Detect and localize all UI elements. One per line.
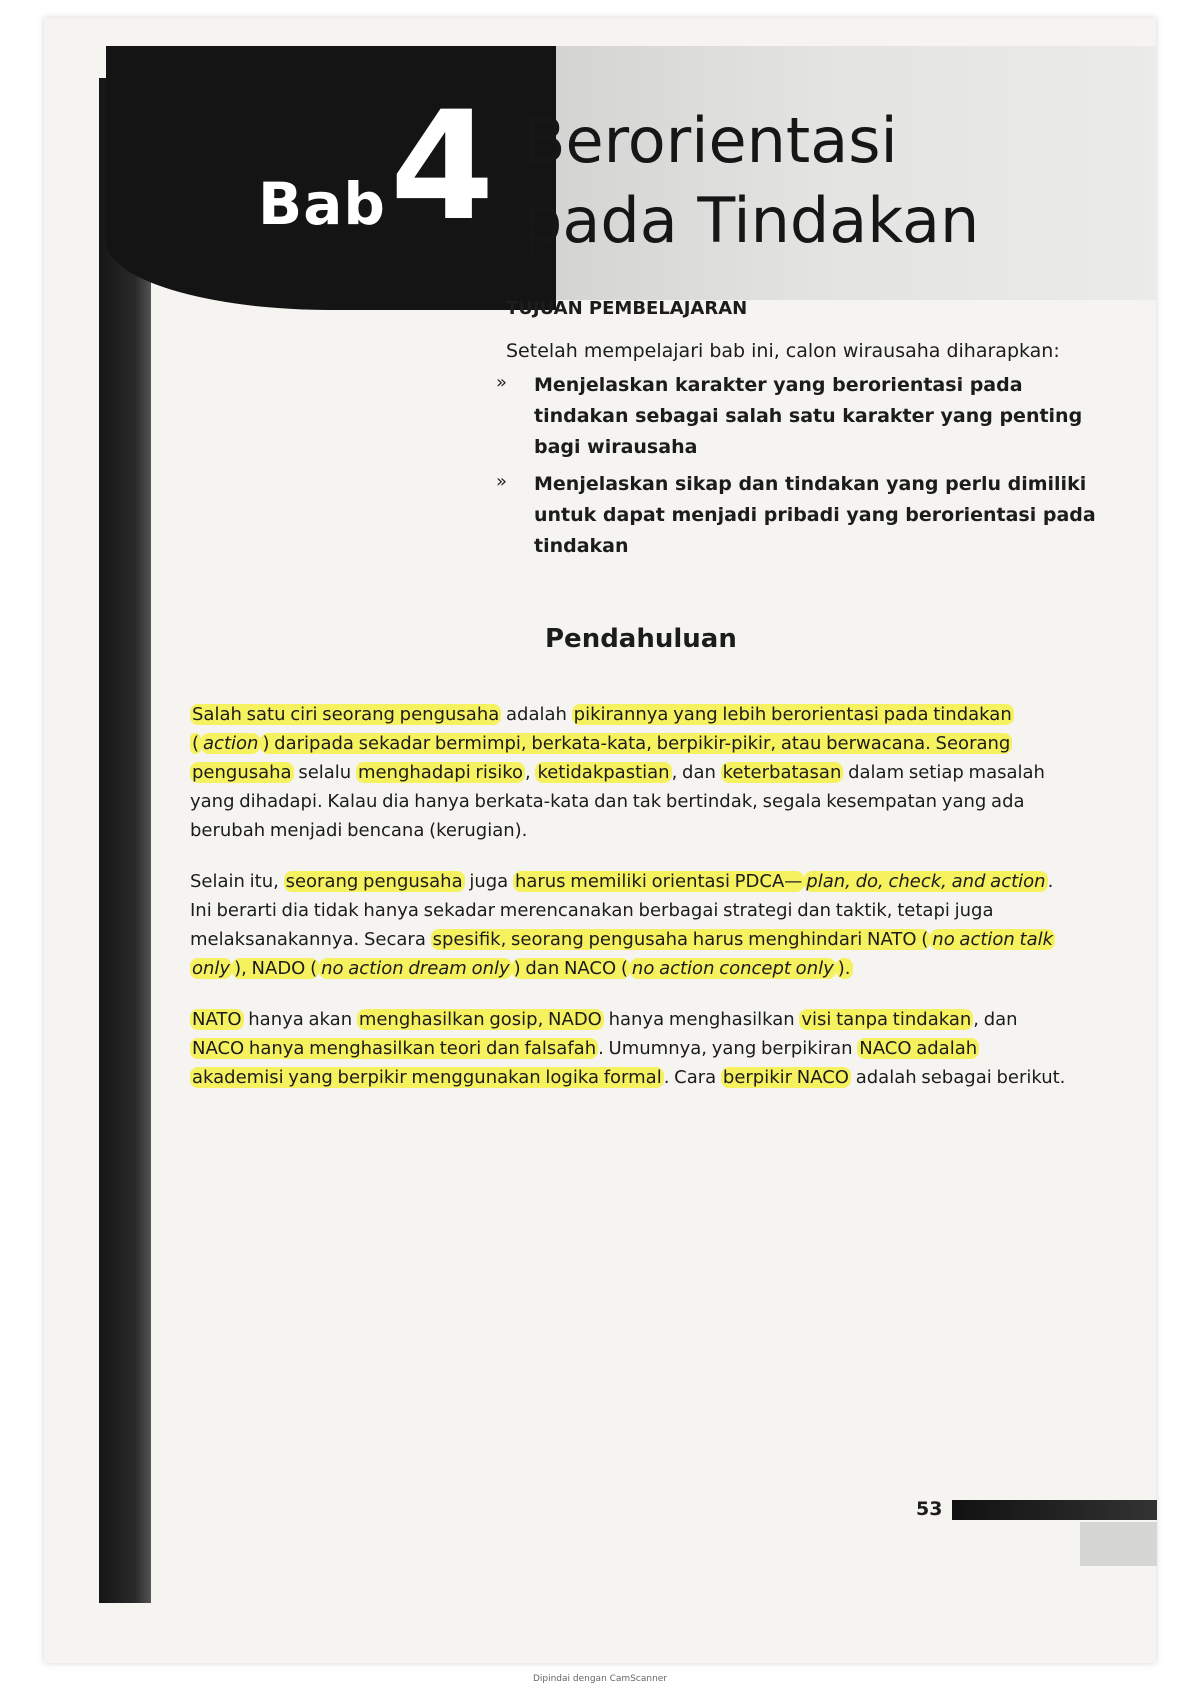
paragraph (190, 867, 1070, 983)
text-run: , dan (671, 762, 721, 783)
footer-bar (952, 1500, 1157, 1520)
text-run: hanya menghasilkan (603, 1009, 800, 1030)
scanner-watermark: Dipindai dengan CamScanner (532, 1674, 668, 1684)
objective-item (496, 370, 1096, 463)
highlighted-text: menghasilkan gosip, NADO (358, 1009, 602, 1030)
highlighted-text: NACO adalah akademisi yang berpikir menggunakan logika formal (192, 1038, 978, 1088)
highlighted-text: no action talk only (192, 929, 1054, 979)
text-run: Selain itu, (190, 871, 284, 892)
section-heading: Pendahuluan (545, 624, 737, 654)
footer-shade (1080, 1522, 1157, 1566)
highlighted-text: harus memiliki orientasi PDCA— (514, 871, 803, 892)
highlighted-text: pikirannya yang lebih berorientasi pada tindakan ( (192, 704, 1012, 754)
highlighted-text: action (203, 733, 259, 754)
highlighted-text: NATO (192, 1009, 242, 1030)
highlighted-text: ), NADO ( (234, 958, 318, 979)
highlighted-text: ). (837, 958, 851, 979)
page-binding-strip (99, 78, 151, 1603)
highlighted-text: berpikir NACO (722, 1067, 849, 1088)
objective-text: Menjelaskan sikap dan tindakan yang perlu dimiliki untuk dapat menjadi pribadi yang berorientasi pada tindakan (534, 473, 1096, 557)
highlighted-text: ) daripada sekadar bermimpi, berkata-kata, berpikir-pikir, atau berwacana. Seorang pengusaha (192, 733, 1011, 783)
bullet-marker: » (496, 372, 508, 393)
highlighted-text: plan, do, check, and action (806, 871, 1046, 892)
objectives-heading: TUJUAN PEMBELAJARAN (506, 298, 748, 319)
text-run: . Cara (663, 1067, 721, 1088)
highlighted-text: NACO hanya menghasilkan teori dan falsafah (192, 1038, 597, 1059)
text-run: , dan (973, 1009, 1018, 1030)
text-run: juga (464, 871, 513, 892)
chapter-title-line-1: Berorientasi (523, 104, 898, 177)
highlighted-text: visi tanpa tindakan (801, 1009, 972, 1030)
chapter-number: 4 (390, 80, 495, 254)
objective-text: Menjelaskan karakter yang berorientasi pada tindakan sebagai salah satu karakter yang penting bagi wirausaha (534, 374, 1083, 458)
bullet-marker: » (496, 471, 508, 492)
paragraph (190, 700, 1070, 845)
highlighted-text: seorang pengusaha (285, 871, 463, 892)
text-run: . Ini berarti dia tidak hanya sekadar merencanakan berbagai strategi dan taktik, tetapi juga melaksanakannya. Secara (190, 871, 1054, 950)
text-run: adalah sebagai berikut. (850, 1067, 1066, 1088)
highlighted-text: keterbatasan (722, 762, 842, 783)
text-run: . Umumnya, yang berpikiran (598, 1038, 858, 1059)
text-run: adalah (501, 704, 572, 725)
highlighted-text: Salah satu ciri seorang pengusaha (192, 704, 500, 725)
body-text (190, 700, 1070, 1114)
highlighted-text: ) dan NACO ( (513, 958, 628, 979)
highlighted-text: ketidakpastian (537, 762, 670, 783)
chapter-label: Bab (258, 170, 386, 238)
highlighted-text: no action dream only (321, 958, 510, 979)
highlighted-text: menghadapi risiko (357, 762, 523, 783)
text-run: dalam setiap masalah yang dihadapi. Kalau dia hanya berkata-kata dan tak bertindak, segala kesempatan yang ada berubah menjadi bencana (kerugian). (190, 762, 1045, 841)
objective-item (496, 469, 1096, 562)
objectives-list (496, 370, 1096, 568)
highlighted-text: spesifik, seorang pengusaha harus menghindari NATO ( (432, 929, 929, 950)
text-run: hanya akan (243, 1009, 357, 1030)
page-number: 53 (916, 1498, 943, 1520)
paragraph (190, 1005, 1070, 1092)
text-run: , (525, 762, 536, 783)
text-run: selalu (293, 762, 356, 783)
objectives-intro: Setelah mempelajari bab ini, calon wirausaha diharapkan: (506, 340, 1060, 362)
chapter-title-line-2: pada Tindakan (523, 184, 980, 257)
highlighted-text: no action concept only (631, 958, 834, 979)
